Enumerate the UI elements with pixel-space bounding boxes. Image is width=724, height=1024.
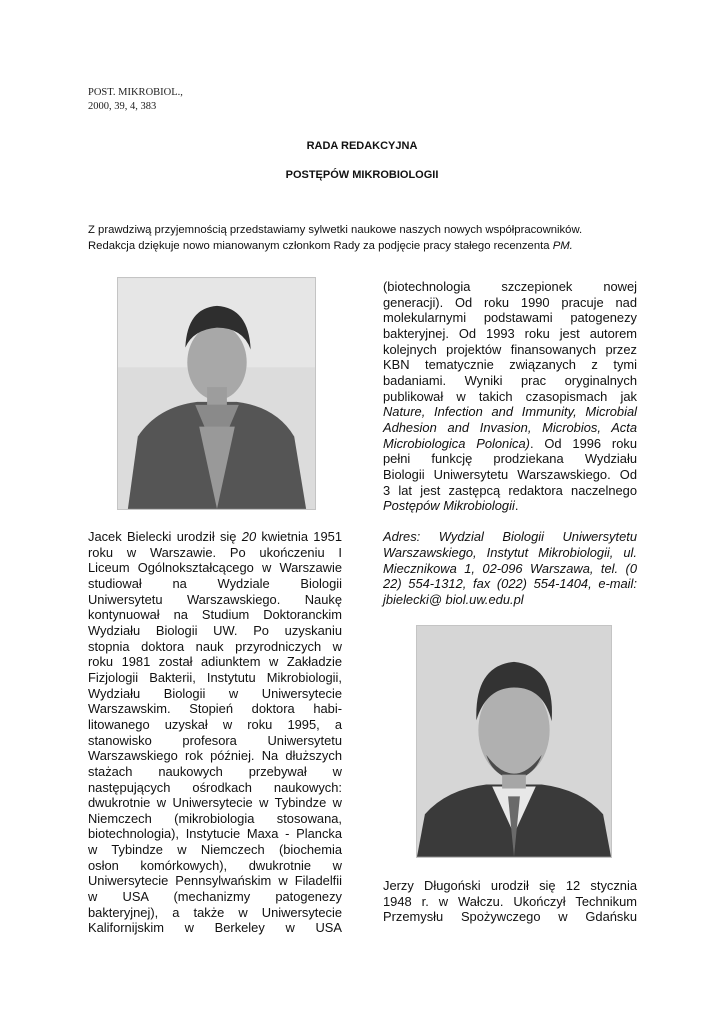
bio-line: KBN tematycznie związanych z tymi <box>383 357 637 373</box>
bio-line: studiował na Wydziale Biologii <box>88 575 342 591</box>
bio-line: w USA (mechanizmy patogenezy <box>88 889 342 905</box>
bio-line: pełni funkcję prodziekana Wydziału <box>383 451 637 467</box>
intro-line-2-text: Redakcja dziękuje nowo mianowanym członkom Rady za podjęcie pracy stałego recenzenta <box>88 240 553 252</box>
bio-line: w Tybindze w Niemczech (biochemia <box>88 842 342 858</box>
bio-line: kolejnych projektów finansowanych przez <box>383 341 637 357</box>
bio-line: Postępów Mikrobiologii. <box>383 498 519 514</box>
address-line: Adres: Wydzial Biologii Uniwersytetu <box>383 529 637 545</box>
bio-line: roku 1981 został adiunktem w Zakładzie <box>88 654 342 670</box>
bio-line: Uniwersytetu Warszawskiego. Naukę <box>88 591 342 607</box>
bio-line: biotechnologia), Instytucie Maxa - Plancka <box>88 826 342 842</box>
bio-line: Warszawskim. Stopień doktora habi- <box>88 701 342 717</box>
address-line: 22) 554-1312, fax (022) 554-1404, e-mail: <box>383 576 637 592</box>
journal-list-line: Microbiologica Polonica). Od 1996 roku <box>383 435 637 451</box>
address-email: jbielecki@ biol.uw.edu.pl <box>383 592 524 608</box>
intro-pm-abbrev: PM. <box>552 240 573 252</box>
bio-line: roku w Warszawie. Po ukończeniu I <box>88 544 342 560</box>
bio-line: Warszawskiego rok później. Na dłuższych <box>88 748 342 764</box>
bio-line: badaniami. Wyniki prac oryginalnych <box>383 372 637 388</box>
bio-line: Kalifornijskim w Berkeley w USA <box>88 920 342 936</box>
portrait-dlugonski-image <box>417 626 611 857</box>
address-line: Miecznikowa 1, 02-096 Warszawa, tel. (0 <box>383 560 637 576</box>
bio-line: bakteryjnej), a także w Uniwersytecie <box>88 904 342 920</box>
journal-list-line: Nature, Infection and Immunity, Microbial <box>383 404 637 420</box>
journal-citation <box>88 86 183 114</box>
page-title: RADA REDAKCYJNA <box>306 140 418 152</box>
bio-line: Fizjologii Bakterii, Instytutu Mikrobiologii, <box>88 669 342 685</box>
intro-paragraph <box>88 222 648 254</box>
bio-line: Jerzy Długoński urodził się 12 stycznia <box>383 878 637 893</box>
bio-line: publikował w takich czasopismach jak <box>383 388 637 404</box>
bio-line: litowanego uzyskał w roku 1995, a <box>88 716 342 732</box>
bio-line: (biotechnologia szczepionek nowej <box>383 279 637 294</box>
page-subtitle: POSTĘPÓW MIKROBIOLOGII <box>285 169 439 181</box>
bio-line: Wydziału Biologii UW. Po uzyskaniu <box>88 622 342 638</box>
bio-line: molekularnymi podstawami patogenezy <box>383 310 637 326</box>
bio-line: stażach naukowych przebywał w <box>88 763 342 779</box>
bio-line: Wydziału Biologii w Uniwersytecie <box>88 685 342 701</box>
bio-line: stanowisko profesora Uniwersytetu <box>88 732 342 748</box>
bio-line: 1948 r. w Wałczu. Ukończył Technikum <box>383 893 637 909</box>
journal-list-line: Adhesion and Invasion, Microbios, Acta <box>383 419 637 435</box>
bio-dlugonski <box>383 878 637 925</box>
portrait-photo-dlugonski <box>416 625 612 858</box>
bio-line: stopnia doktora nauk przyrodniczych w <box>88 638 342 654</box>
bio-line: Liceum Ogólnokształcącego w Warszawie <box>88 560 342 576</box>
bio-line: osłon komórkowych), dwukrotnie w <box>88 857 342 873</box>
bio-line: następujących ośrodkach naukowych: <box>88 779 342 795</box>
bio-line: Uniwersytecie Pennsylwańskim w Filadelfii <box>88 873 342 889</box>
portrait-photo-bielecki <box>117 277 316 510</box>
bio-line: Przemysłu Spożywczego w Gdańsku <box>383 909 637 925</box>
intro-line-1: Z prawdziwą przyjemnością przedstawiamy sylwetki naukowe naszych nowych współpracowników. <box>88 224 583 236</box>
intro-line-2 <box>88 238 648 254</box>
journal-name: POST. MIKROBIOL., <box>88 87 183 98</box>
address-line: Warszawskiego, Instytut Mikrobiologii, ul. <box>383 545 637 561</box>
blank-line <box>383 514 637 530</box>
bio-line: dwukrotnie w Uniwersytecie w Tybindze w <box>88 795 342 811</box>
bio-line: 3 lat jest zastępcą redaktora naczelnego <box>383 482 637 498</box>
bio-bielecki-right-column <box>383 279 637 608</box>
bio-bielecki-left-column <box>88 529 342 936</box>
bio-line: Biologii Uniwersytetu Warszawskiego. Od <box>383 466 637 482</box>
bio-line: generacji). Od roku 1990 pracuje nad <box>383 294 637 310</box>
bio-line: bakteryjnej. Od 1993 roku jest autorem <box>383 325 637 341</box>
bio-line: kontynuował na Studium Doktoranckim <box>88 607 342 623</box>
bio-line: Niemczech (mikrobiologia stosowana, <box>88 810 342 826</box>
portrait-bielecki-image <box>118 278 315 509</box>
journal-volume: 2000, 39, 4, 383 <box>88 101 157 112</box>
bio-line: Jacek Bielecki urodził się 20 kwietnia 1951 <box>88 529 342 544</box>
